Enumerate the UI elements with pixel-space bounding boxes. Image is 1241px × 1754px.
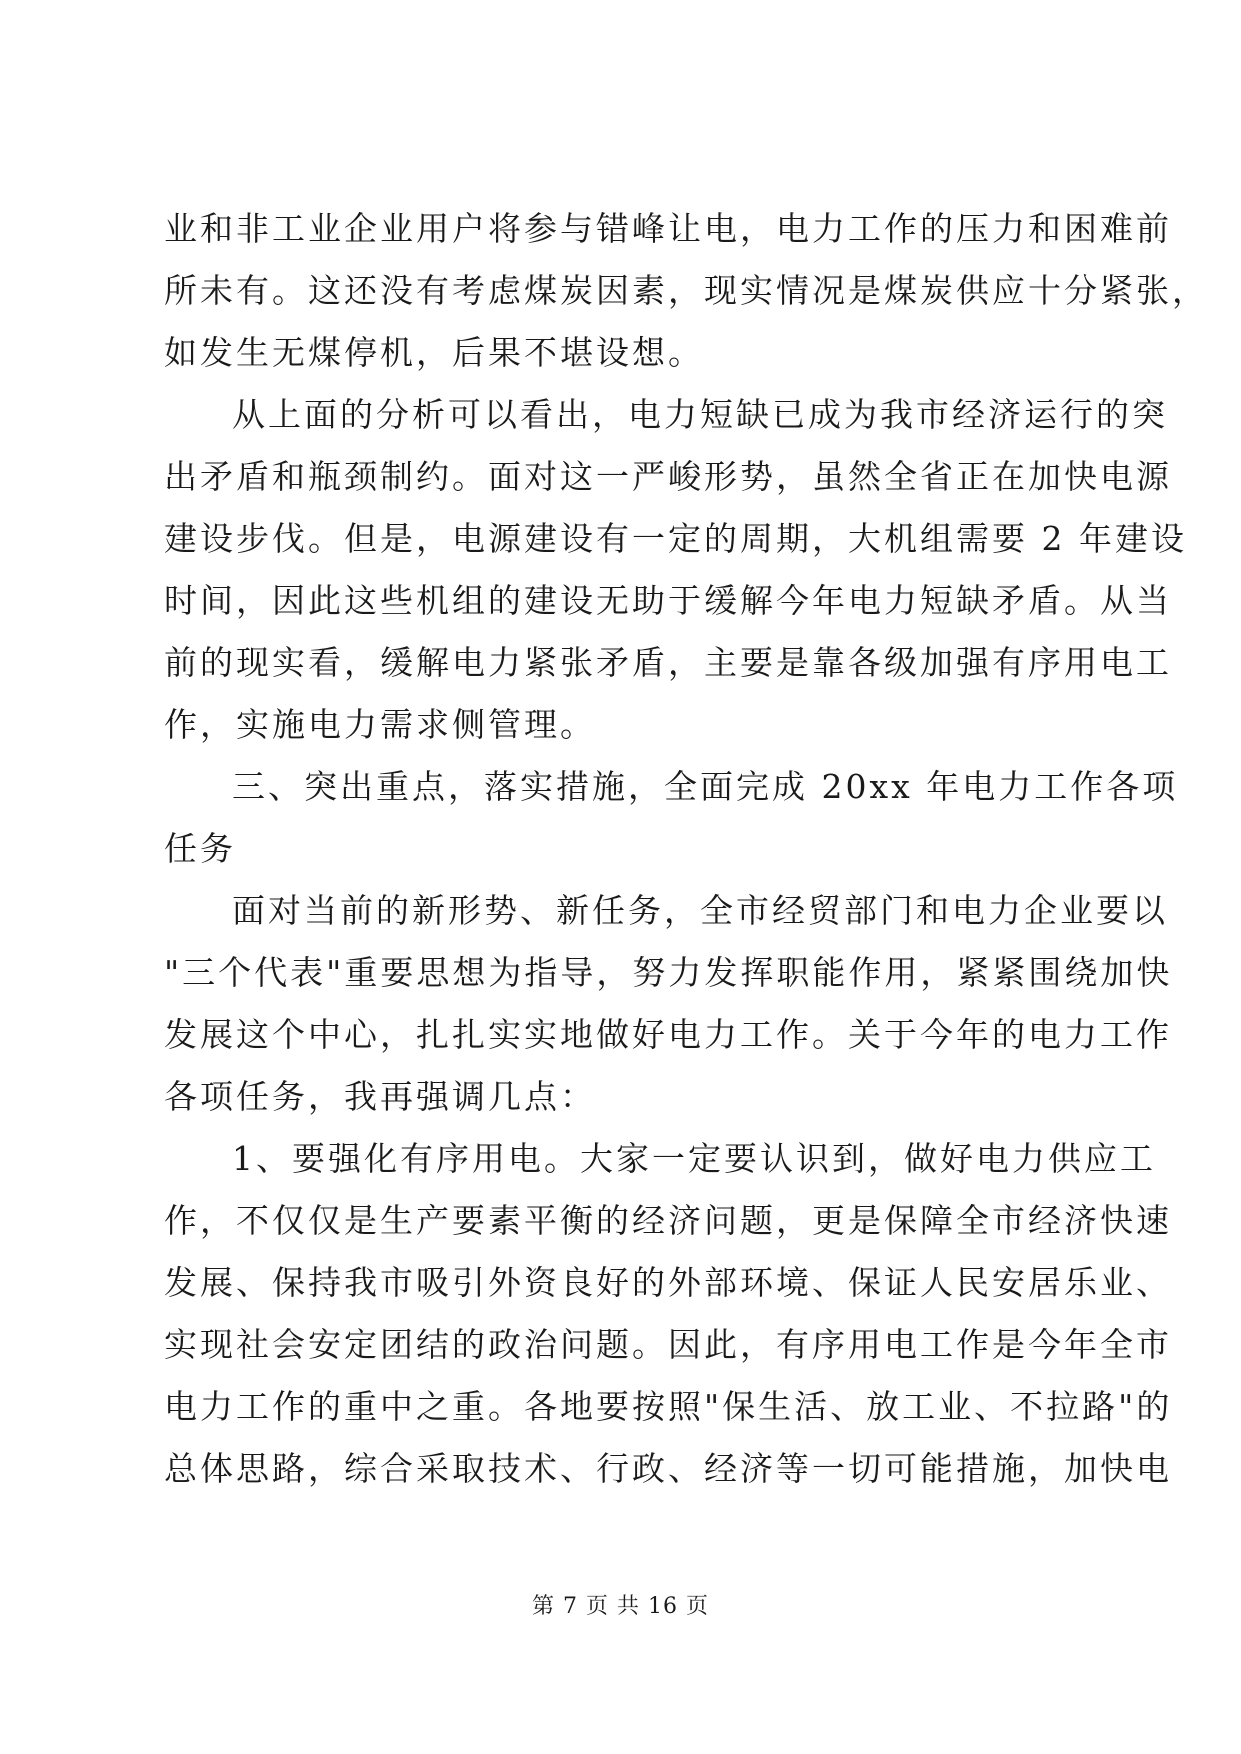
text-line: 所未有。这还没有考虑煤炭因素，现实情况是煤炭供应十分紧张， [164, 271, 1208, 310]
paragraph-first-line: 面对当前的新形势、新任务，全市经贸部门和电力企业要以 [232, 891, 1168, 930]
section-heading: 三、突出重点，落实措施，全面完成 20xx 年电力工作各项 [232, 767, 1179, 806]
text-line: 如发生无煤停机，后果不堪设想。 [164, 333, 704, 372]
paragraph-first-line: 从上面的分析可以看出，电力短缺已成为我市经济运行的突 [232, 395, 1168, 434]
text-line: 发展这个中心，扎扎实实地做好电力工作。关于今年的电力工作 [164, 1015, 1172, 1054]
page-number-footer: 第 7 页 共 16 页 [532, 1594, 709, 1619]
paragraph-first-line: 1、要强化有序用电。大家一定要认识到，做好电力供应工 [232, 1139, 1156, 1178]
text-line: "三个代表"重要思想为指导，努力发挥职能作用，紧紧围绕加快 [164, 953, 1173, 992]
text-line: 实现社会安定团结的政治问题。因此，有序用电工作是今年全市 [164, 1325, 1172, 1364]
text-line: 作，实施电力需求侧管理。 [164, 705, 596, 744]
text-line: 时间，因此这些机组的建设无助于缓解今年电力短缺矛盾。从当 [164, 581, 1172, 620]
section-heading-continued: 任务 [164, 829, 236, 868]
text-line: 作，不仅仅是生产要素平衡的经济问题，更是保障全市经济快速 [164, 1201, 1172, 1240]
text-line: 前的现实看，缓解电力紧张矛盾，主要是靠各级加强有序用电工 [164, 643, 1172, 682]
text-line: 电力工作的重中之重。各地要按照"保生活、放工业、不拉路"的 [164, 1387, 1173, 1426]
text-line: 总体思路，综合采取技术、行政、经济等一切可能措施，加快电 [164, 1449, 1172, 1488]
text-line: 业和非工业企业用户将参与错峰让电，电力工作的压力和困难前 [164, 209, 1172, 248]
text-line: 各项任务，我再强调几点： [164, 1077, 596, 1116]
text-line: 出矛盾和瓶颈制约。面对这一严峻形势，虽然全省正在加快电源 [164, 457, 1172, 496]
text-line: 发展、保持我市吸引外资良好的外部环境、保证人民安居乐业、 [164, 1263, 1172, 1302]
text-line: 建设步伐。但是，电源建设有一定的周期，大机组需要 2 年建设 [164, 519, 1187, 558]
